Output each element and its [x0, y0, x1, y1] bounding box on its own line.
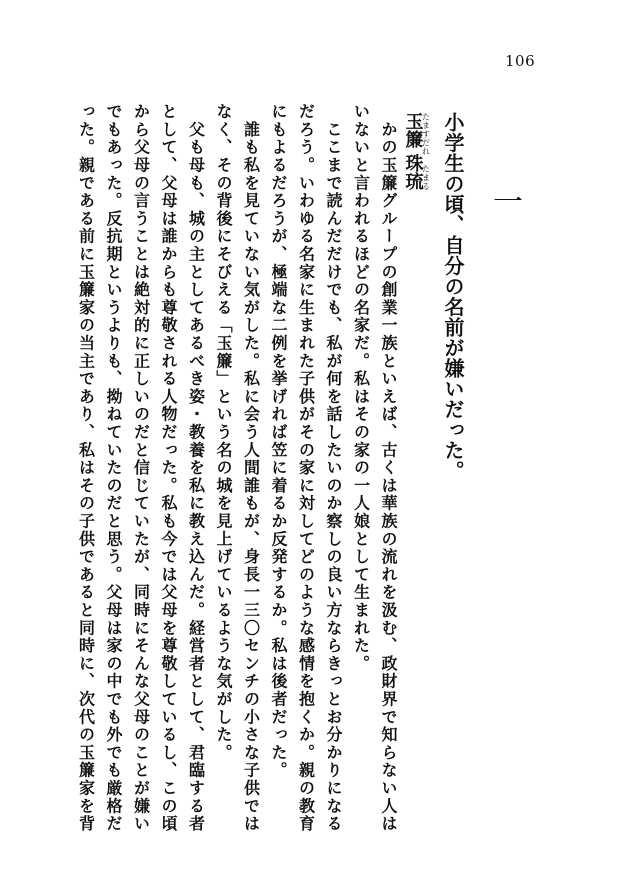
- body-line: から父母の言うことは絶対的に正しいのだと信じていたが、同時にそんな父母のことが嫌い: [131, 103, 151, 833]
- body-line: として、父母は誰からも尊敬される人物だった。私も今では父母を尊敬しているし、この頃: [159, 103, 178, 833]
- body-line: 誰も私を見ていない気がした。私に会う人間誰もが、身長一三〇センチの小さな子供では: [241, 103, 261, 833]
- chapter-title: 小学生の頃、自分の名前が嫌いだった。: [441, 112, 465, 481]
- name-text: 玉簾 珠琉: [402, 112, 424, 191]
- page-number: 106: [505, 52, 536, 70]
- author-name: [404, 112, 430, 232]
- body-line: でもあった。反抗期というよりも、拗ねていたのだと思う。父母は家の中でも外でも厳格だ: [104, 103, 123, 833]
- body-line: いないと言われるほどの名家だ。私はその家の一人娘として生まれた。: [351, 103, 371, 673]
- chapter-number: 一: [493, 185, 523, 220]
- name-ruby: [402, 112, 431, 191]
- body-line: 父も母も、城の主としてあるべき姿・教養を私に教え込んだ。経営者として、君臨する者: [186, 103, 206, 833]
- body-line: にもよるだろうが、極端な二例を挙げれば笠に着るか反発するか。私は後者だった。: [269, 103, 288, 780]
- body-line: だろう。いわゆる名家に生まれた子供がその家に対してどのような感情を抱くか。親の教育: [296, 103, 316, 833]
- body-line: かの玉簾グループの創業一族といえば、古くは華族の流れを汲む、政財界で知らない人は: [379, 103, 398, 833]
- body-text: [76, 103, 402, 833]
- body-line: った。親である前に玉簾家の当主であり、私はその子供であると同時に、次代の玉簾家を背: [76, 103, 96, 833]
- body-line: ここまで読んだだけでも、私が何を話したいのか察しの良い方ならきっとお分かりになる: [324, 103, 343, 833]
- name-reading: たますだれ たまる: [421, 112, 431, 191]
- body-line: なく、その背後にそびえる「玉簾」という名の城を見上げているような気がした。: [214, 103, 233, 762]
